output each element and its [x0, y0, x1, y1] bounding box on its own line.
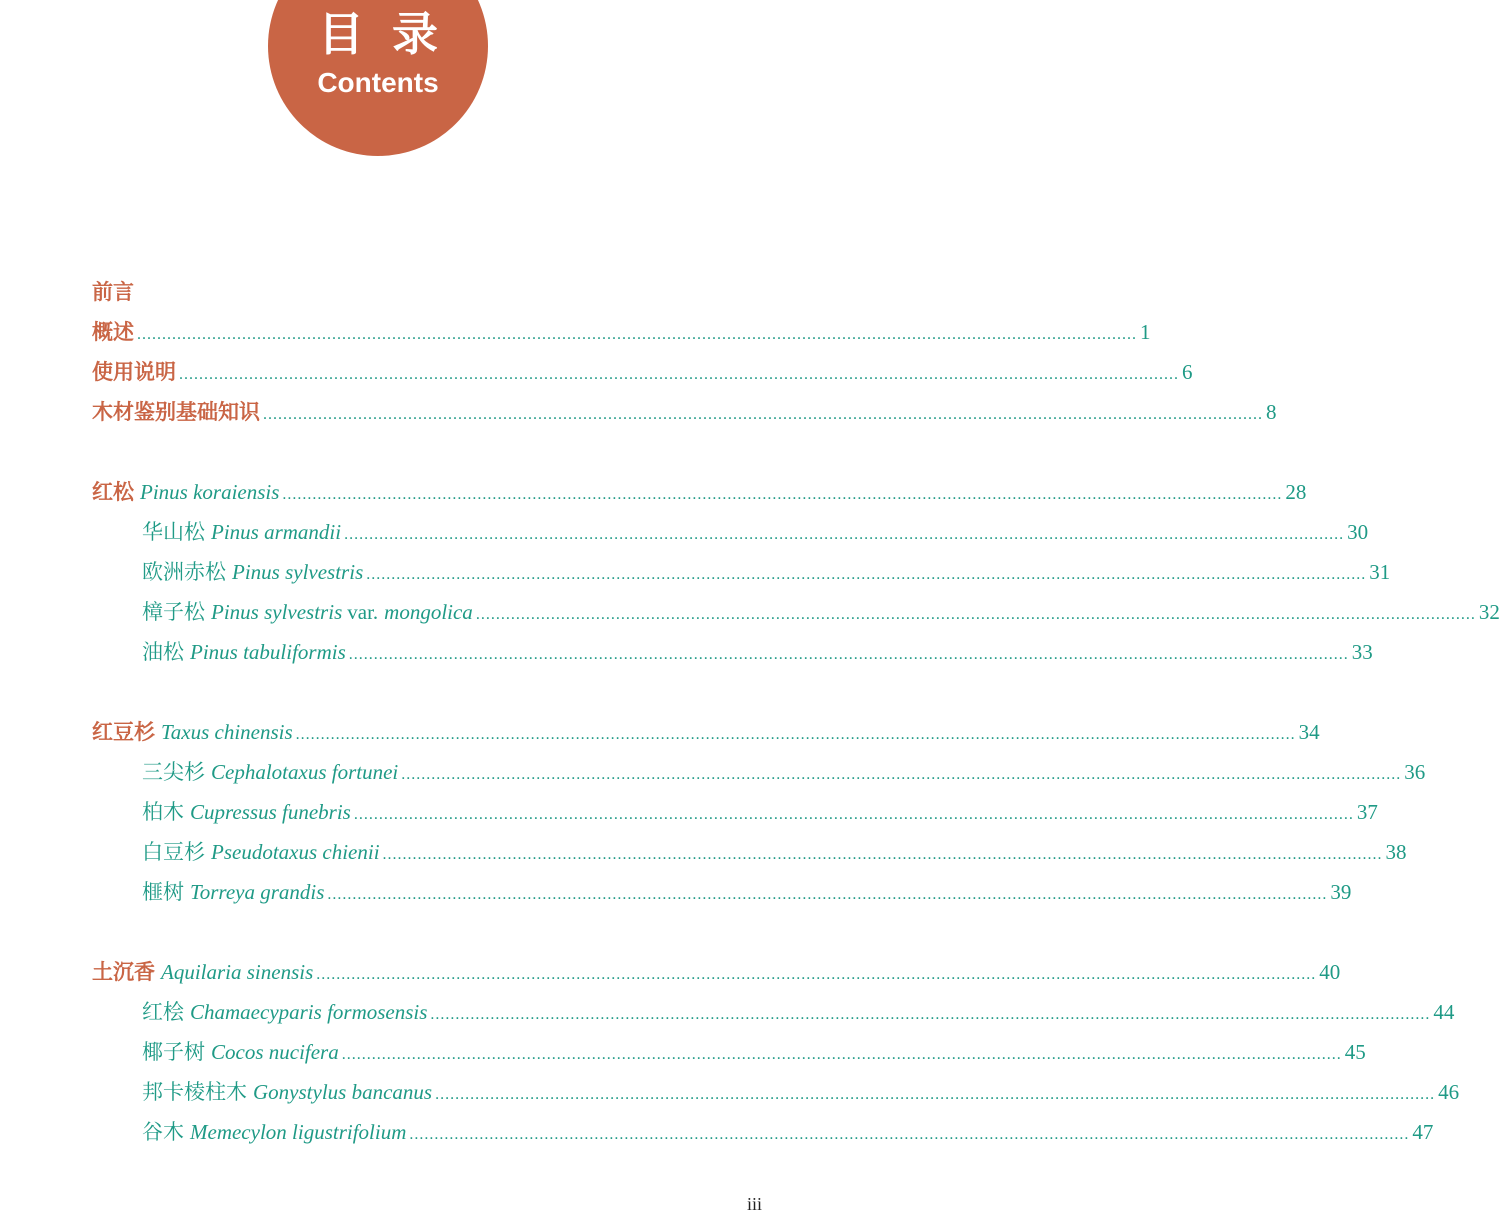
toc-page: 37 — [1356, 800, 1378, 824]
toc-group-entry[interactable] — [92, 957, 1341, 990]
leader-dots: ........................................................................................................................................................................................................ — [401, 766, 1402, 783]
toc-cn-name: 油松 — [142, 640, 184, 664]
toc-cn-name: 三尖杉 — [142, 760, 205, 784]
toc-cn-name: 邦卡棱柱木 — [142, 1080, 247, 1104]
toc-latin-name: Gonystylus bancanus — [253, 1080, 433, 1104]
leader-dots: ........................................................................................................................................................................................................ — [344, 526, 1345, 543]
leader-dots: ........................................................................................................................................................................................................ — [282, 486, 1283, 503]
toc-latin-name: Cephalotaxus fortunei — [211, 760, 399, 784]
leader-dots: ........................................................................................................................................................................................................ — [348, 646, 1349, 663]
toc-latin-name: Cupressus funebris — [190, 800, 351, 824]
leader-dots: ........................................................................................................................................................................................................ — [475, 606, 1476, 623]
toc-sub-entry[interactable] — [142, 797, 1378, 830]
toc-title: 木材鉴别基础知识 — [92, 399, 260, 424]
toc-page: 6 — [1182, 360, 1193, 384]
toc-cn-name: 华山松 — [142, 520, 205, 544]
toc-latin-name: mongolica — [384, 600, 473, 624]
toc-var-label: var. — [347, 600, 379, 624]
toc-page: 38 — [1385, 840, 1407, 864]
toc-latin-name: Pseudotaxus chienii — [211, 840, 380, 864]
toc-latin-name: Pinus armandii — [211, 520, 342, 544]
title-cn: 目录 — [318, 7, 466, 61]
toc-page: 45 — [1344, 1040, 1366, 1064]
toc-cn-name: 红豆杉 — [92, 719, 155, 744]
toc-group-entry[interactable] — [92, 477, 1307, 510]
toc-page: 46 — [1438, 1080, 1460, 1104]
toc-title: 概述 — [92, 319, 134, 344]
toc-entry-usage[interactable] — [92, 357, 1193, 390]
leader-dots: ........................................................................................................................................................................................................ — [179, 366, 1179, 383]
toc-sub-entry[interactable] — [142, 1117, 1434, 1150]
toc-cn-name: 樟子松 — [142, 600, 205, 624]
leader-dots: ........................................................................................................................................................................................................ — [263, 406, 1263, 423]
toc-latin-name: Cocos nucifera — [211, 1040, 339, 1064]
leader-dots: ........................................................................................................................................................................................................ — [353, 806, 1354, 823]
toc-page: 33 — [1351, 640, 1373, 664]
toc-page: 44 — [1433, 1000, 1455, 1024]
toc-sub-entry[interactable] — [142, 1077, 1460, 1110]
toc-sub-entry[interactable] — [142, 597, 1500, 630]
toc-latin-name: Pinus tabuliformis — [190, 640, 346, 664]
toc-latin-name: Taxus chinensis — [161, 720, 293, 744]
toc-cn-name: 红桧 — [142, 1000, 184, 1024]
leader-dots: ........................................................................................................................................................................................................ — [435, 1086, 1436, 1103]
toc-sub-entry[interactable] — [142, 1037, 1366, 1070]
toc-sub-entry[interactable] — [142, 877, 1352, 910]
toc-sub-entry[interactable] — [142, 757, 1426, 790]
leader-dots: ........................................................................................................................................................................................................ — [327, 886, 1328, 903]
toc-cn-name: 土沉香 — [92, 959, 155, 984]
toc-title: 前言 — [92, 279, 134, 304]
toc-page: 47 — [1412, 1120, 1434, 1144]
toc-cn-name: 榧树 — [142, 880, 184, 904]
toc-latin-name: Chamaecyparis formosensis — [190, 1000, 428, 1024]
toc-latin-name: Torreya grandis — [190, 880, 325, 904]
toc-group-entry[interactable] — [92, 717, 1320, 750]
leader-dots: ........................................................................................................................................................................................................ — [430, 1006, 1431, 1023]
toc-page: 32 — [1478, 600, 1500, 624]
toc-entry-basics[interactable] — [92, 397, 1277, 430]
toc-cn-name: 欧洲赤松 — [142, 560, 226, 584]
leader-dots: ........................................................................................................................................................................................................ — [137, 326, 1137, 343]
toc-page: 8 — [1266, 400, 1277, 424]
toc-page: 36 — [1404, 760, 1426, 784]
leader-dots: ........................................................................................................................................................................................................ — [316, 966, 1317, 983]
toc-cn-name: 柏木 — [142, 800, 184, 824]
toc-latin-name: Aquilaria sinensis — [161, 960, 314, 984]
toc-cn-name: 白豆杉 — [142, 840, 205, 864]
leader-dots: ........................................................................................................................................................................................................ — [341, 1046, 1342, 1063]
toc-entry-preface[interactable] — [92, 277, 686, 307]
toc-sub-entry[interactable] — [142, 517, 1369, 550]
page-number: iii — [746, 1194, 762, 1214]
toc-sub-entry[interactable] — [142, 997, 1455, 1030]
leader-dots: ........................................................................................................................................................................................................ — [382, 846, 1383, 863]
toc-entry-overview[interactable] — [92, 317, 1151, 350]
leader-dots: ........................................................................................................................................................................................................ — [409, 1126, 1410, 1143]
toc-sub-entry[interactable] — [142, 557, 1391, 590]
toc-page: 31 — [1369, 560, 1391, 584]
toc-page: 28 — [1285, 480, 1307, 504]
toc-page: 30 — [1347, 520, 1369, 544]
toc-cn-name: 红松 — [92, 479, 134, 504]
toc-latin-name: Pinus koraiensis — [140, 480, 280, 504]
leader-dots: ........................................................................................................................................................................................................ — [366, 566, 1367, 583]
toc-page: 34 — [1298, 720, 1320, 744]
toc-latin-name: Memecylon ligustrifolium — [190, 1120, 407, 1144]
leader-dots: ........................................................................................................................................................................................................ — [295, 726, 1296, 743]
toc-cn-name: 谷木 — [142, 1120, 184, 1144]
title-en: Contents — [317, 67, 439, 98]
toc-page: 40 — [1319, 960, 1341, 984]
toc-page: 1 — [1140, 320, 1151, 344]
toc-title: 使用说明 — [92, 359, 176, 384]
toc-sub-entry[interactable] — [142, 637, 1373, 670]
toc-cn-name: 椰子树 — [142, 1040, 205, 1064]
toc-latin-name: Pinus sylvestris — [211, 600, 343, 624]
toc-page: 39 — [1330, 880, 1352, 904]
toc-sub-entry[interactable] — [142, 837, 1407, 870]
toc-latin-name: Pinus sylvestris — [232, 560, 364, 584]
